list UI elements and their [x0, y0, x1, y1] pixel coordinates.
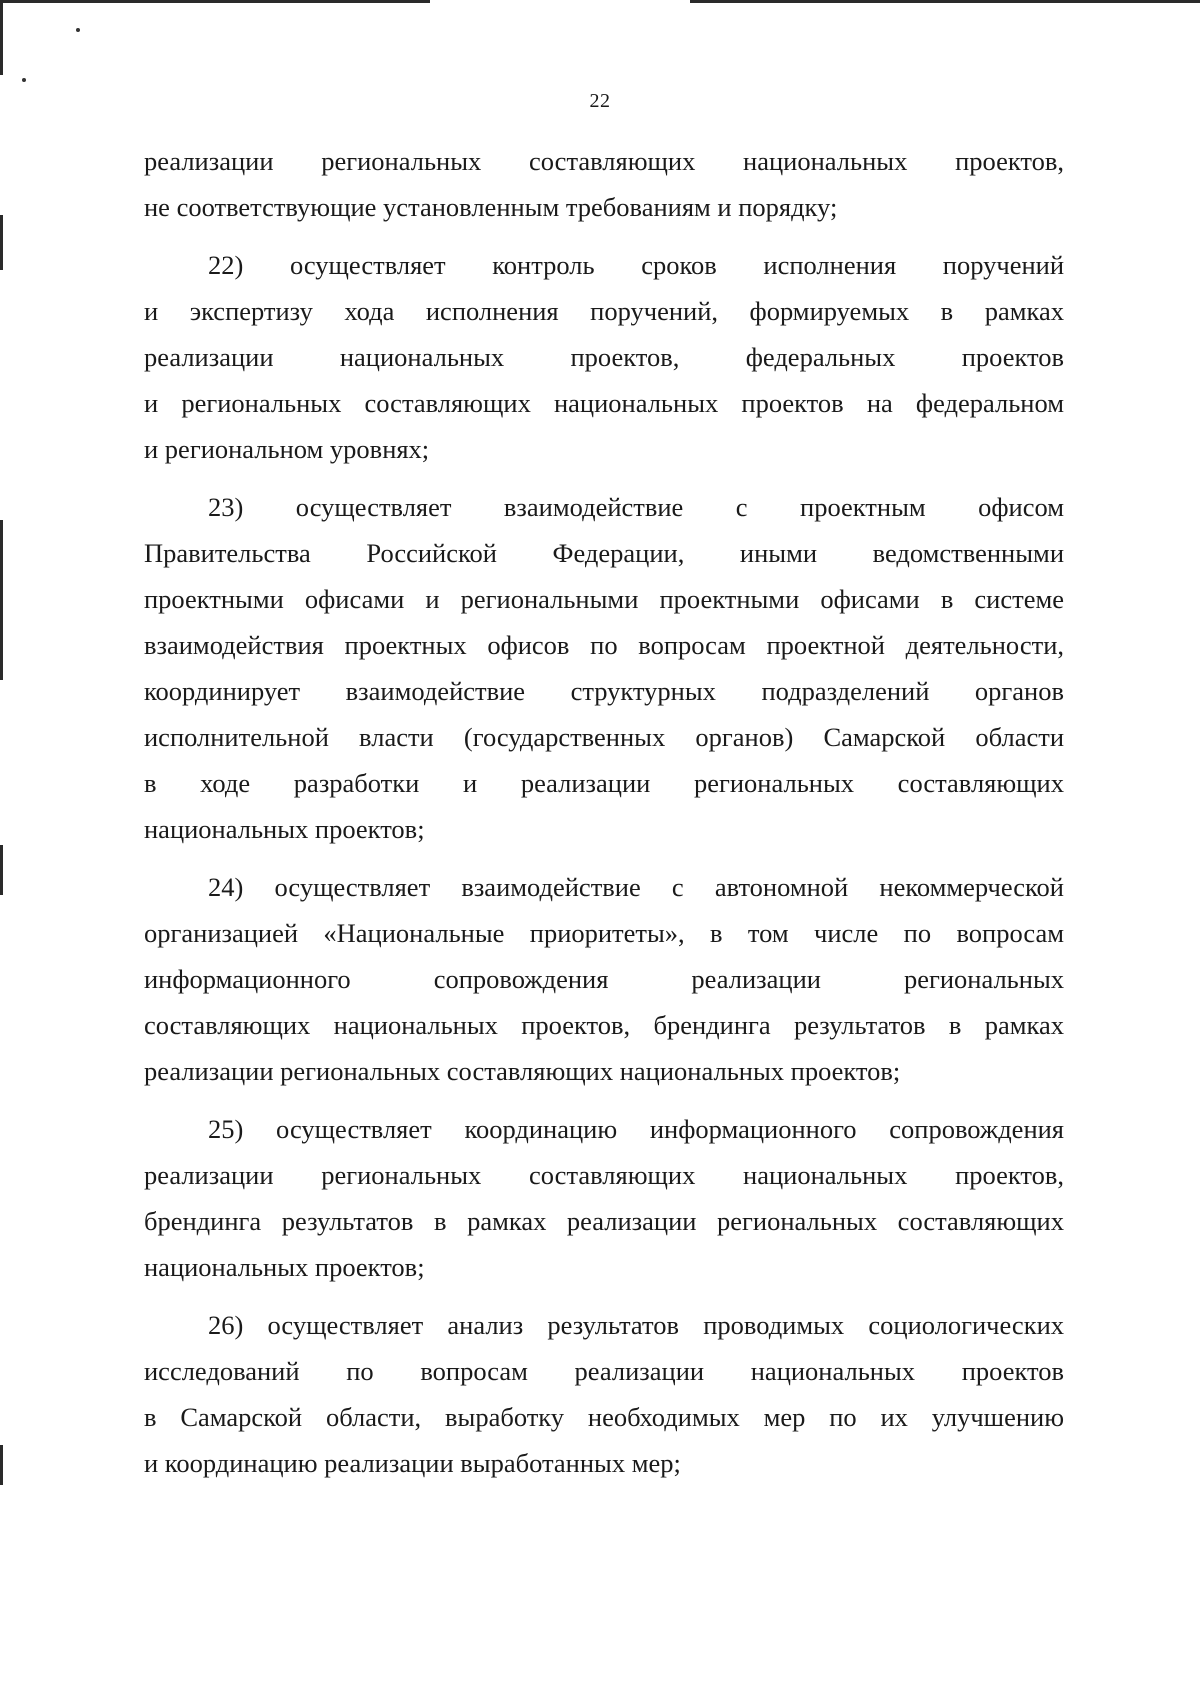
- scan-left-edge-mark: [0, 215, 3, 270]
- scan-speck: [76, 28, 80, 32]
- text-line: в Самарской области, выработку необходимых мер по их улучшению: [144, 1402, 1064, 1432]
- text-line: координирует взаимодействие структурных подразделений органов: [144, 676, 1064, 706]
- text-line: реализации региональных составляющих национальных проектов,: [144, 146, 1064, 176]
- scan-top-edge-left: [0, 0, 430, 3]
- scan-speck: [22, 78, 26, 82]
- text-line: 23) осуществляет взаимодействие с проектным офисом: [208, 492, 1064, 522]
- text-line: национальных проектов;: [144, 814, 425, 844]
- text-line: 26) осуществляет анализ результатов проводимых социологических: [208, 1310, 1064, 1340]
- text-line: и экспертизу хода исполнения поручений, формируемых в рамках: [144, 296, 1064, 326]
- document-body: [144, 138, 1064, 1498]
- text-line: информационного сопровождения реализации региональных: [144, 964, 1064, 994]
- scan-left-edge-mark: [0, 0, 3, 75]
- text-line: и региональном уровнях;: [144, 434, 430, 464]
- paragraph: [144, 484, 1064, 852]
- text-line: реализации региональных составляющих национальных проектов,: [144, 1160, 1064, 1190]
- text-line: составляющих национальных проектов, брендинга результатов в рамках: [144, 1010, 1064, 1040]
- paragraph: [144, 242, 1064, 472]
- scan-left-edge-mark: [0, 520, 3, 680]
- text-line: организацией «Национальные приоритеты», в том числе по вопросам: [144, 918, 1064, 948]
- text-line: исследований по вопросам реализации национальных проектов: [144, 1356, 1064, 1386]
- paragraph: [144, 1106, 1064, 1290]
- text-line: не соответствующие установленным требованиям и порядку;: [144, 192, 838, 222]
- page-number: 22: [589, 90, 611, 112]
- text-line: национальных проектов;: [144, 1252, 425, 1282]
- scan-left-edge-mark: [0, 1445, 3, 1485]
- text-line: проектными офисами и региональными проектными офисами в системе: [144, 584, 1064, 614]
- text-line: и региональных составляющих национальных проектов на федеральном: [144, 388, 1064, 418]
- scan-left-edge-mark: [0, 845, 3, 895]
- text-line: в ходе разработки и реализации региональных составляющих: [144, 768, 1064, 798]
- text-line: реализации региональных составляющих национальных проектов;: [144, 1056, 901, 1086]
- text-line: Правительства Российской Федерации, иными ведомственными: [144, 538, 1064, 568]
- text-line: взаимодействия проектных офисов по вопросам проектной деятельности,: [144, 630, 1064, 660]
- text-line: и координацию реализации выработанных мер;: [144, 1448, 681, 1478]
- text-line: исполнительной власти (государственных органов) Самарской области: [144, 722, 1064, 752]
- paragraph: [144, 864, 1064, 1094]
- scan-top-edge-right: [690, 0, 1200, 3]
- text-line: брендинга результатов в рамках реализации региональных составляющих: [144, 1206, 1064, 1236]
- text-line: 22) осуществляет контроль сроков исполнения поручений: [208, 250, 1064, 280]
- text-line: реализации национальных проектов, федеральных проектов: [144, 342, 1064, 372]
- text-line: 24) осуществляет взаимодействие с автономной некоммерческой: [208, 872, 1064, 902]
- paragraph: [144, 1302, 1064, 1486]
- paragraph: [144, 138, 1064, 230]
- text-line: 25) осуществляет координацию информационного сопровождения: [208, 1114, 1064, 1144]
